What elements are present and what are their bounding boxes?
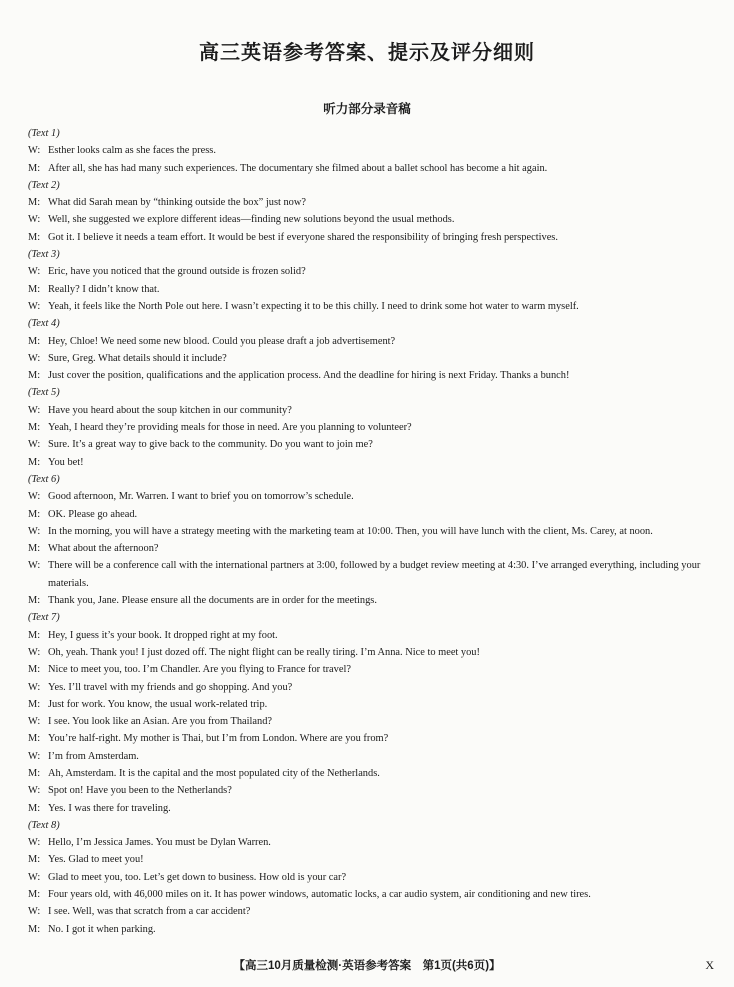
footer-text: 【高三10月质量检测·英语参考答案 第1页(共6页)】 (233, 960, 501, 972)
speaker-label: M: (28, 629, 41, 641)
dialogue-line: M: No. I got it when parking. (28, 921, 706, 938)
speaker-label: M: (28, 543, 41, 555)
dialogue-line: W: Oh, yeah. Thank you! I just dozed off. The night flight can be really tiring. I’m Anna. Nice to meet you! (28, 644, 706, 661)
speaker-label: M: (28, 889, 41, 901)
speaker-label: W: (28, 750, 41, 762)
speaker-label: W: (28, 439, 41, 451)
dialogue-line: M: Thank you, Jane. Please ensure all the documents are in order for the meetings. (28, 592, 706, 609)
speaker-label: W: (28, 785, 41, 797)
dialogue-line: W: Esther looks calm as she faces the press. (28, 142, 706, 159)
dialogue-line: M: Just cover the position, qualifications and the application process. And the deadline for hiring is next Friday. Thanks a bunch! (28, 367, 706, 384)
footer-mark: X (705, 958, 714, 972)
speaker-label: W: (28, 837, 41, 849)
dialogue-line: W: I see. You look like an Asian. Are you from Thailand? (28, 713, 706, 730)
dialogue-line: M: Really? I didn’t know that. (28, 281, 706, 298)
dialogue-line: M: You’re half-right. My mother is Thai, but I’m from London. Where are you from? (28, 730, 706, 747)
dialogue-line: W: In the morning, you will have a strategy meeting with the marketing team at 10:00. Then, you will have lunch with the client, Ms. Carey, at noon. (28, 523, 706, 540)
speaker-label: W: (28, 145, 41, 157)
speaker-label: W: (28, 266, 41, 278)
speaker-label: M: (28, 231, 41, 243)
text-section-label: (Text 7) (28, 612, 60, 624)
dialogue-line: M: Hey, I guess it’s your book. It dropped right at my foot. (28, 627, 706, 644)
text-section-label: (Text 6) (28, 473, 60, 485)
speaker-label: M: (28, 422, 41, 434)
dialogue-line: W: Eric, have you noticed that the ground outside is frozen solid? (28, 263, 706, 280)
dialogue-line: W: Good afternoon, Mr. Warren. I want to brief you on tomorrow’s schedule. (28, 488, 706, 505)
dialogue-line: M: Yes. Glad to meet you! (28, 851, 706, 868)
dialogue-line: M: Just for work. You know, the usual work-related trip. (28, 696, 706, 713)
dialogue-line: M: Nice to meet you, too. I’m Chandler. Are you flying to France for travel? (28, 661, 706, 678)
speaker-label: W: (28, 352, 41, 364)
dialogue-line: M: Got it. I believe it needs a team effort. It would be best if everyone shared the responsibility of bringing fresh perspectives. (28, 229, 706, 246)
dialogue-line: M: Hey, Chloe! We need some new blood. Could you please draft a job advertisement? (28, 333, 706, 350)
speaker-label: M: (28, 698, 41, 710)
text-section-label: (Text 1) (28, 128, 60, 139)
dialogue-line: W: Yeah, it feels like the North Pole out here. I wasn’t expecting it to be this chilly. I need to drink some hot water to warm myself. (28, 298, 706, 315)
speaker-label: W: (28, 716, 41, 728)
dialogue-line: M: You bet! (28, 454, 706, 471)
text-section-label: (Text 2) (28, 179, 60, 191)
dialogue-line: W: There will be a conference call with the international partners at 3:00, followed by a budget review meeting at 4:30. I’ve arranged everything, including your materials. (28, 557, 706, 592)
dialogue-line: W: Yes. I’ll travel with my friends and go shopping. And you? (28, 679, 706, 696)
speaker-label: W: (28, 871, 41, 883)
speaker-label: M: (28, 456, 41, 468)
speaker-label: W: (28, 560, 41, 572)
dialogue-line: M: After all, she has had many such experiences. The documentary she filmed about a ballet school has become a hit again. (28, 160, 706, 177)
listening-script-heading: 听力部分录音稿 (323, 102, 411, 116)
page-footer (0, 957, 734, 973)
dialogue-line: M: Yeah, I heard they’re providing meals for those in need. Are you planning to volunteer? (28, 419, 706, 436)
text-section-label: (Text 4) (28, 318, 60, 330)
dialogue-line: M: What about the afternoon? (28, 540, 706, 557)
dialogue-line: M: What did Sarah mean by “thinking outside the box” just now? (28, 194, 706, 211)
dialogue-line: M: Yes. I was there for traveling. (28, 800, 706, 817)
dialogue-line: W: Well, she suggested we explore different ideas—finding new solutions beyond the usual methods. (28, 211, 706, 228)
speaker-label: W: (28, 681, 41, 693)
listening-script (28, 125, 706, 938)
dialogue-line: M: OK. Please go ahead. (28, 506, 706, 523)
speaker-label: W: (28, 214, 41, 226)
dialogue-line: W: Hello, I’m Jessica James. You must be Dylan Warren. (28, 834, 706, 851)
speaker-label: M: (28, 162, 41, 174)
speaker-label: M: (28, 854, 41, 866)
speaker-label: M: (28, 767, 41, 779)
dialogue-line: W: Sure, Greg. What details should it include? (28, 350, 706, 367)
speaker-label: M: (28, 733, 41, 745)
text-section-label: (Text 8) (28, 819, 60, 831)
speaker-label: M: (28, 283, 41, 295)
speaker-label: W: (28, 300, 41, 312)
speaker-label: M: (28, 802, 41, 814)
speaker-label: W: (28, 404, 41, 416)
speaker-label: W: (28, 646, 41, 658)
dialogue-line: W: Glad to meet you, too. Let’s get down to business. How old is your car? (28, 869, 706, 886)
speaker-label: M: (28, 370, 41, 382)
page-title: 高三英语参考答案、提示及评分细则 (199, 42, 535, 64)
dialogue-line: W: I’m from Amsterdam. (28, 748, 706, 765)
dialogue-line: W: Spot on! Have you been to the Netherlands? (28, 782, 706, 799)
speaker-label: W: (28, 491, 41, 503)
dialogue-line: W: Have you heard about the soup kitchen in our community? (28, 402, 706, 419)
speaker-label: M: (28, 664, 41, 676)
speaker-label: M: (28, 508, 41, 520)
dialogue-line: W: Sure. It’s a great way to give back to the community. Do you want to join me? (28, 436, 706, 453)
text-section-label: (Text 5) (28, 387, 60, 399)
text-section-label: (Text 3) (28, 249, 60, 261)
dialogue-line: M: Four years old, with 46,000 miles on it. It has power windows, automatic locks, a car audio system, air conditioning and new tires. (28, 886, 706, 903)
dialogue-line: M: Ah, Amsterdam. It is the capital and the most populated city of the Netherlands. (28, 765, 706, 782)
speaker-label: M: (28, 335, 41, 347)
speaker-label: W: (28, 906, 41, 918)
speaker-label: W: (28, 525, 41, 537)
speaker-label: M: (28, 197, 41, 209)
speaker-label: M: (28, 923, 41, 935)
speaker-label: M: (28, 595, 41, 607)
dialogue-line: W: I see. Well, was that scratch from a car accident? (28, 903, 706, 920)
